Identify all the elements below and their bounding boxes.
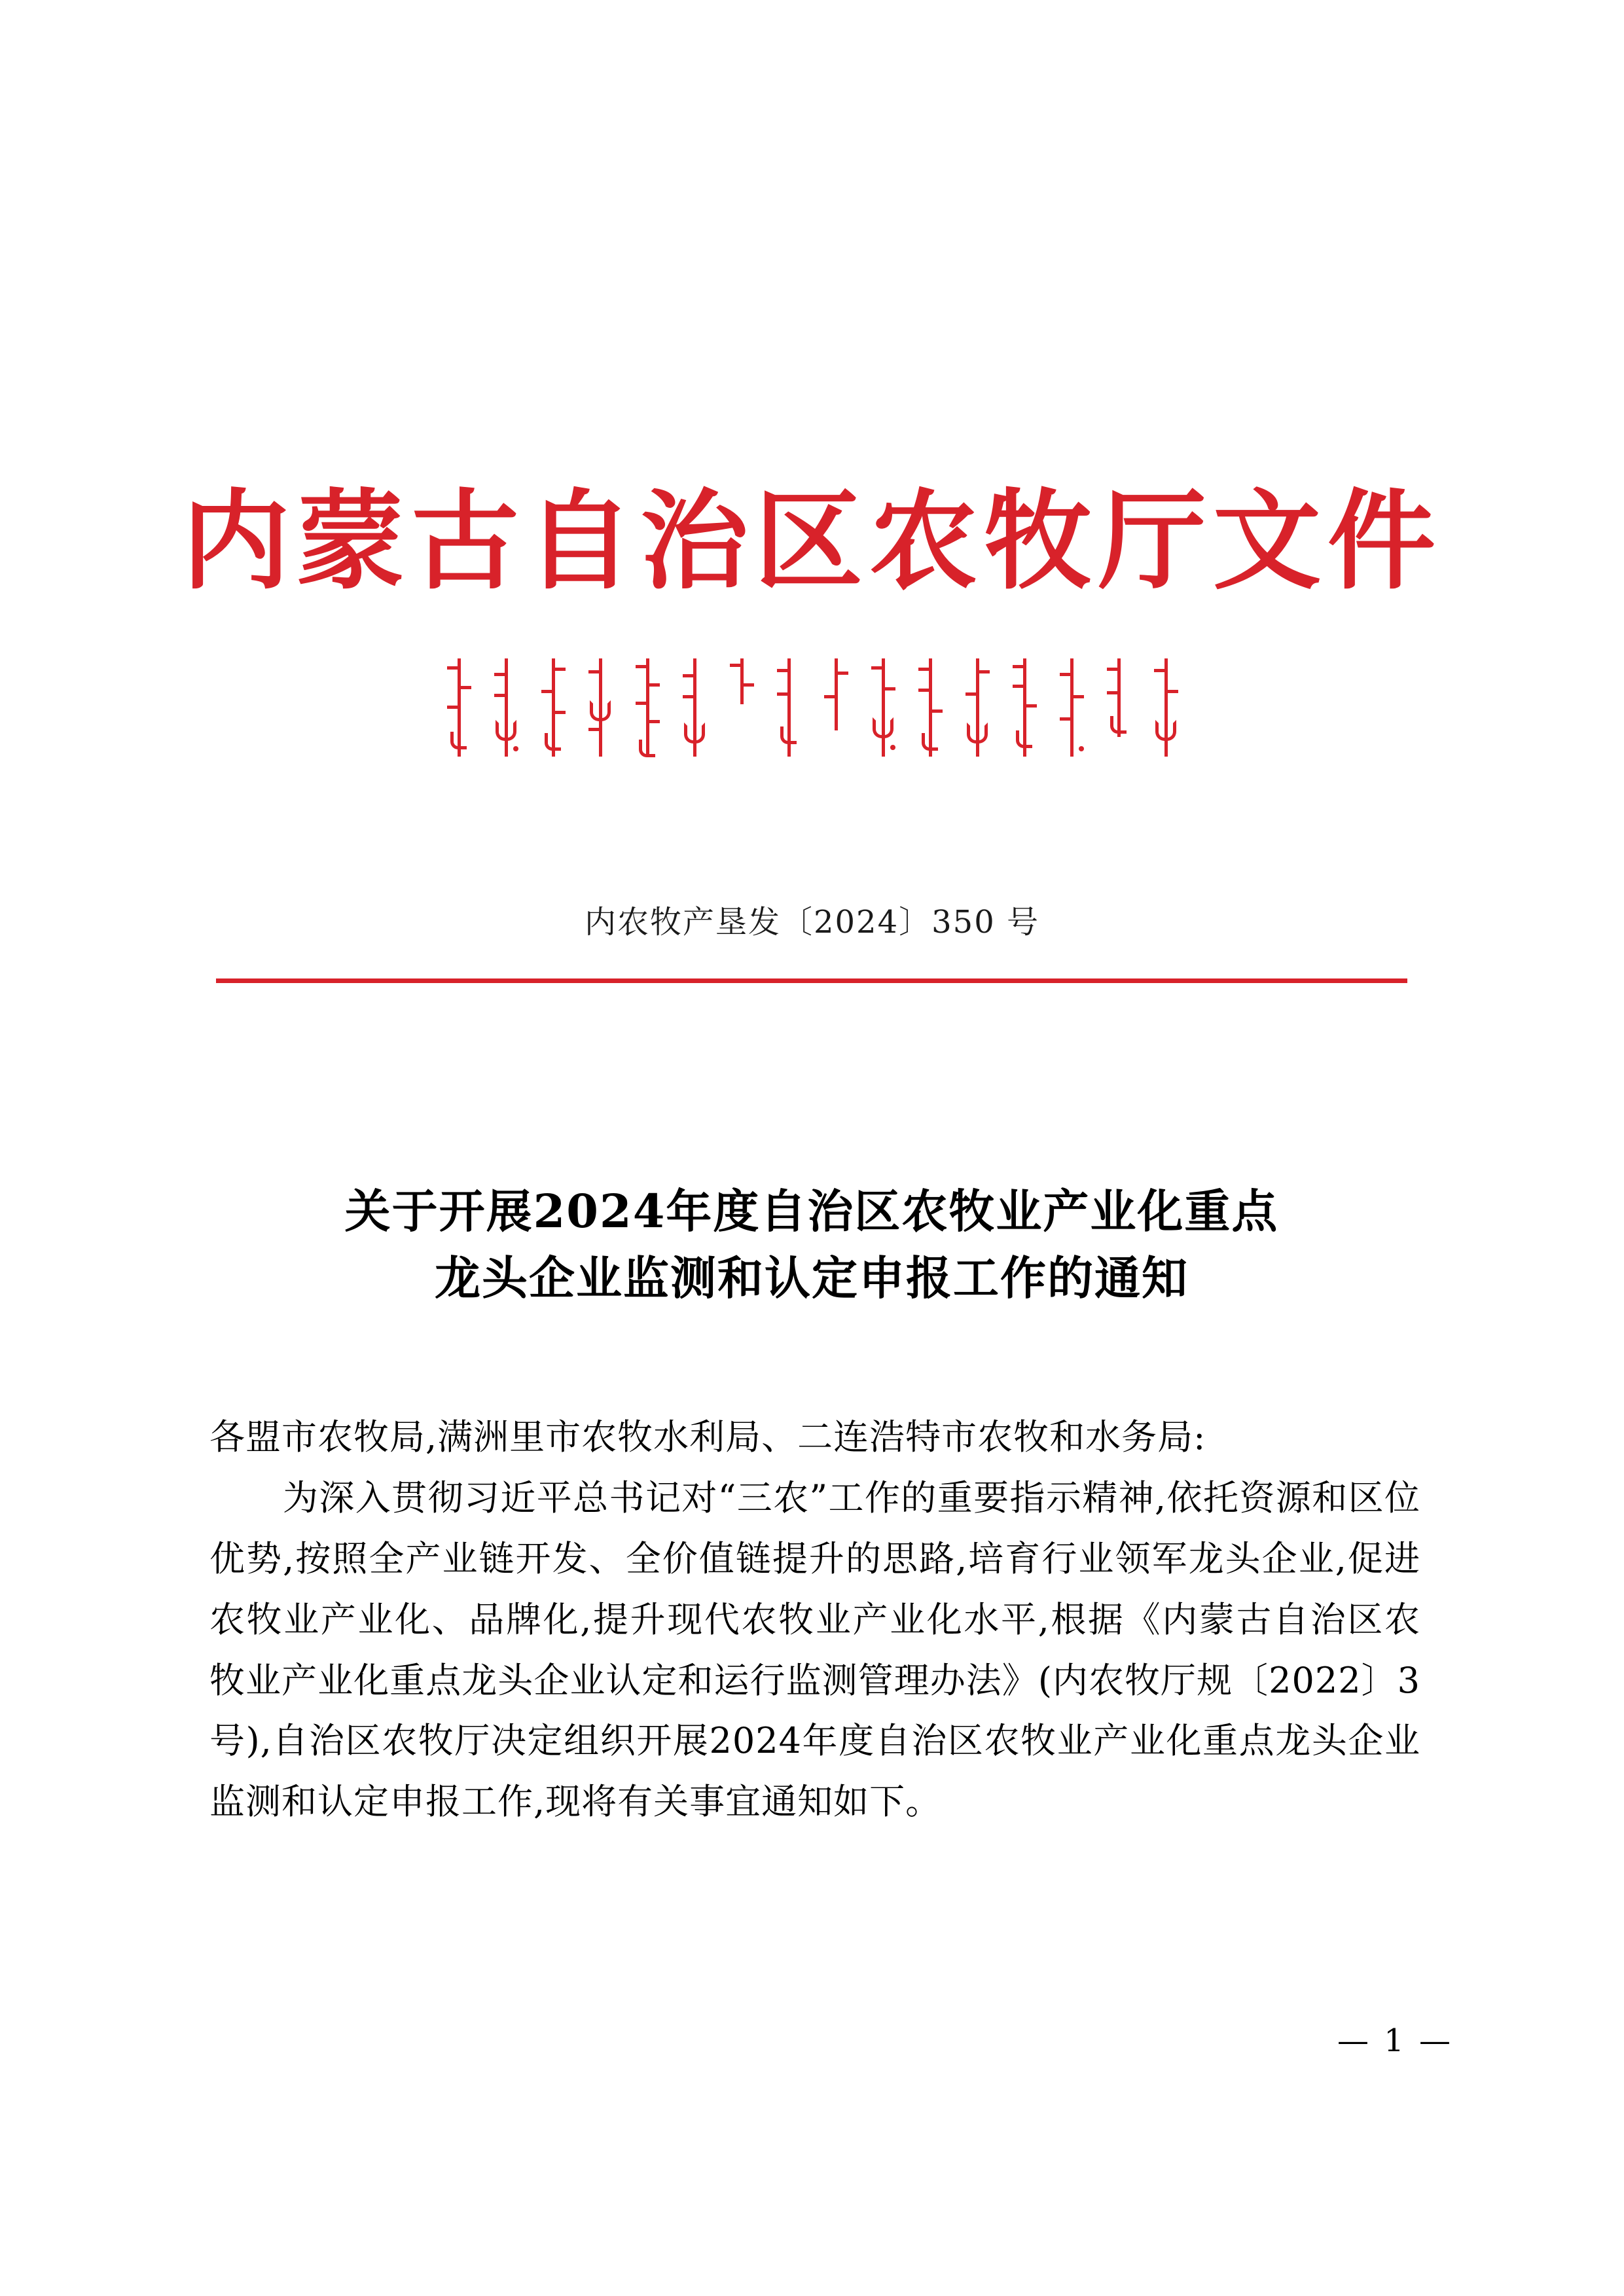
mongolian-glyph	[774, 655, 804, 772]
mongolian-script-row	[0, 655, 1624, 772]
mongolian-glyph	[1056, 655, 1087, 772]
mongolian-glyph	[585, 655, 615, 772]
mongolian-glyph	[444, 655, 474, 772]
masthead	[0, 477, 1624, 604]
body-paragraph-1: 为深入贯彻习近平总书记对“三农”工作的重要指示精神,依托资源和区位优势,按照全产业链开发、全价值链提升的思路,培育行业领军龙头企业,促进农牧业产业化、品牌化,提升现代农牧业产业化水平,根据《内蒙古自治区农牧业产业化重点龙头企业认定和运行监测管理办法》(内农牧厅规〔2022〕3号),自治区农牧厅决定组织开展2024年度自治区农牧业产业化重点龙头企业监测和认定申报工作,现将有关事宜通知如下。	[209, 1477, 1420, 1823]
mongolian-glyph	[1151, 655, 1181, 772]
mongolian-glyph	[962, 655, 992, 772]
body-text	[209, 1407, 1420, 1833]
document-number: 内农牧产垦发〔2024〕350 号	[584, 904, 1040, 941]
page-number: — 1 —	[1337, 2022, 1453, 2059]
salutation: 各盟市农牧局,满洲里市农牧水利局、二连浩特市农牧和水务局:	[209, 1416, 1206, 1458]
mongolian-glyph	[632, 655, 662, 772]
page-title-line-2: 龙头企业监测和认定申报工作的通知	[435, 1250, 1189, 1305]
mongolian-glyph	[491, 655, 521, 772]
mongolian-glyph	[1104, 655, 1134, 772]
mongolian-glyph	[727, 655, 757, 772]
mongolian-glyph	[915, 655, 945, 772]
mongolian-glyph	[868, 655, 898, 772]
page-title	[196, 1178, 1427, 1311]
mongolian-glyph	[821, 655, 851, 772]
page-title-line-1: 关于开展2024年度自治区农牧业产业化重点	[344, 1184, 1279, 1238]
masthead-title: 内蒙古自治区农牧厅文件	[182, 477, 1442, 604]
mongolian-glyph	[538, 655, 568, 772]
mongolian-glyph	[679, 655, 710, 772]
red-separator-rule	[216, 978, 1407, 983]
mongolian-glyph	[1009, 655, 1039, 772]
